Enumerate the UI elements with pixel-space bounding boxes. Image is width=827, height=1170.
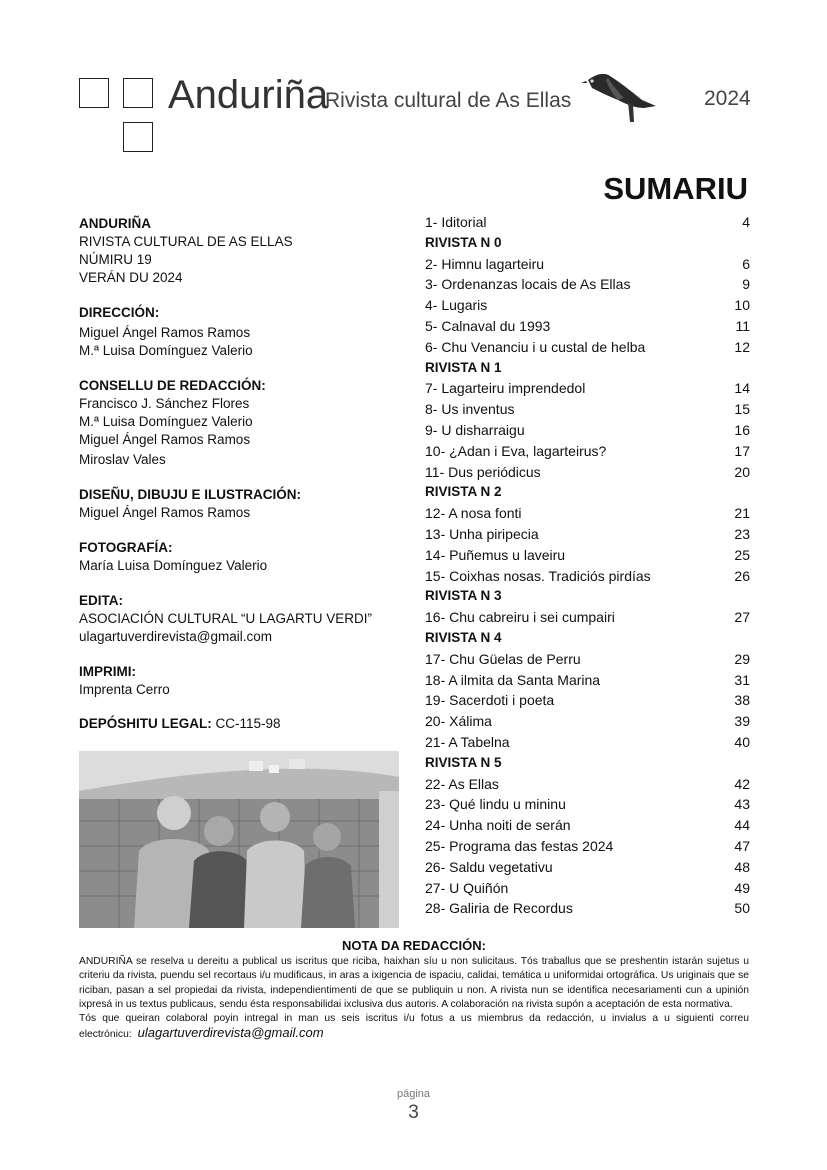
toc-entry-title: 13- Unha piripecia: [425, 525, 539, 542]
toc-entry[interactable]: [425, 815, 750, 836]
toc-entry[interactable]: [425, 274, 750, 295]
editorial-note: [79, 955, 749, 1043]
toc-entry-page: 48: [734, 858, 750, 875]
publisher-block: [79, 591, 399, 646]
toc-entry[interactable]: [425, 774, 750, 795]
toc-entry[interactable]: [425, 711, 750, 732]
note-paragraph: [79, 1012, 749, 1043]
toc-entry-title: 20- Xálima: [425, 713, 492, 730]
toc-entry[interactable]: [425, 295, 750, 316]
toc-entry[interactable]: [425, 337, 750, 358]
toc-entry-page: 42: [734, 775, 750, 792]
toc-entry-title: 1- Iditorial: [425, 214, 487, 230]
toc-entry-page: 12: [734, 338, 750, 355]
publisher-name: ASOCIACIÓN CULTURAL “U LAGARTU VERDI”: [79, 611, 373, 626]
toc-entry-title: 19- Sacerdoti i poeta: [425, 692, 555, 709]
toc-entry-title: 21- A Tabelna: [425, 733, 510, 750]
issue-season: VERÁN DU 2024: [79, 270, 183, 285]
director-name: Miguel Ángel Ramos Ramos: [79, 325, 251, 340]
board-member: Francisco J. Sánchez Flores: [79, 396, 250, 411]
board-member: M.ª Luisa Domínguez Valerio: [79, 414, 253, 429]
toc-entry[interactable]: [425, 690, 750, 711]
legal-deposit-block: [79, 715, 399, 733]
toc-entry-title: RIVISTA N 5: [425, 754, 502, 770]
toc-entry-page: 44: [734, 817, 750, 834]
board-member: Miguel Ángel Ramos Ramos: [79, 432, 251, 447]
note-heading: NOTA DA REDACCIÓN:: [342, 938, 486, 953]
magazine-subtitle-line: RIVISTA CULTURAL DE AS ELLAS: [79, 234, 293, 249]
toc-entry-title: 8- Us inventus: [425, 401, 515, 418]
toc-entry-title: 25- Programa das festas 2024: [425, 837, 614, 854]
toc-entry-title: 17- Chu Güelas de Perru: [425, 650, 581, 667]
toc-entry-page: 11: [735, 317, 750, 334]
toc-section-heading: [425, 586, 750, 607]
toc-entry-title: 23- Qué lindu u mininu: [425, 796, 566, 813]
toc-entry[interactable]: [425, 732, 750, 753]
page-number: 3: [408, 1102, 419, 1123]
magazine-info: [79, 214, 399, 287]
toc-entry-page: 6: [742, 255, 750, 272]
magazine-title: Anduriña: [168, 73, 329, 117]
toc-section-heading: [425, 358, 750, 379]
issue-year: 2024: [704, 87, 751, 110]
toc-entry-title: 15- Coixhas nosas. Tradiciós pirdías: [425, 567, 651, 584]
legal-deposit-heading: DEPÓSHITU LEGAL:: [79, 716, 212, 731]
toc-entry[interactable]: [425, 878, 750, 899]
toc-entry-page: 26: [734, 567, 750, 584]
toc-entry-title: 27- U Quiñón: [425, 879, 509, 896]
decorative-square: [123, 122, 153, 152]
toc-entry-page: 14: [734, 380, 750, 397]
designer-name: Miguel Ángel Ramos Ramos: [79, 505, 251, 520]
toc-entry[interactable]: [425, 836, 750, 857]
group-photo: [79, 751, 399, 928]
toc-entry-title: 14- Puñemus u laveiru: [425, 546, 566, 563]
printer-name: Imprenta Cerro: [79, 682, 170, 697]
toc-entry-page: 50: [734, 900, 750, 917]
toc-entry-title: 7- Lagarteiru imprendedol: [425, 380, 586, 397]
toc-entry[interactable]: [425, 441, 750, 462]
direction-block: [79, 303, 399, 360]
issue-number: NÚMIRU 19: [79, 252, 152, 267]
toc-entry-title: RIVISTA N 0: [425, 234, 502, 250]
board-member: Miroslav Vales: [79, 452, 166, 467]
design-block: [79, 485, 399, 522]
editorial-board-block: [79, 376, 399, 469]
printer-block: [79, 662, 399, 699]
toc-entry-page: 49: [734, 879, 750, 896]
toc-entry[interactable]: [425, 566, 750, 587]
toc-entry-title: 3- Ordenanzas locais de As Ellas: [425, 276, 631, 293]
toc-entry[interactable]: [425, 254, 750, 275]
toc-entry-title: 24- Unha noiti de serán: [425, 817, 571, 834]
toc-entry-title: 2- Himnu lagarteiru: [425, 255, 545, 272]
toc-entry-title: 22- As Ellas: [425, 775, 499, 792]
toc-entry-title: 16- Chu cabreiru i sei cumpairi: [425, 609, 615, 626]
toc-entry-page: 47: [734, 837, 750, 854]
toc-entry-page: 43: [734, 796, 750, 813]
toc-entry[interactable]: [425, 607, 750, 628]
toc-entry-page: 23: [734, 525, 750, 542]
toc-entry-title: 26- Saldu vegetativu: [425, 858, 553, 875]
toc-entry-page: 31: [734, 671, 750, 688]
summary-heading: SUMARIU: [603, 171, 748, 206]
director-name: M.ª Luisa Domínguez Valerio: [79, 343, 253, 358]
toc-section-heading: [425, 482, 750, 503]
toc-entry[interactable]: [425, 545, 750, 566]
toc-entry[interactable]: [425, 670, 750, 691]
swallow-bird-icon: [578, 62, 660, 134]
editorial-board-heading: CONSELLU DE REDACCIÓN:: [79, 378, 266, 393]
page-label: página: [396, 1088, 431, 1100]
toc-entry-page: 4: [742, 214, 750, 230]
toc-entry-page: 27: [734, 609, 750, 626]
note-paragraph: ANDURIÑA se reselva u dereitu a publical us iscritus que riciba, haixhan síu u non sulicitaus. Tós traballus que se preshentin istarán sujetus u criteriu da rivista, puendu sel recortaus i/u mudificaus, in aras a ixigencia de ispaciu, calidai, temática u uniformidai ortográfica. Us uriginais que se riciban, pasan a sel propiedai da rivista, independientimenti de que se publiquin u non. A rivista nun se identifica necesariamenti cun a upinión ixpresá in us textus publicaus, sendu ésta responsabilidai ixclusiva dus autoris. A colaboración na rivista supón a aceptación de esta normativa.: [79, 956, 749, 1010]
toc-entry[interactable]: [425, 524, 750, 545]
toc-entry-title: RIVISTA N 3: [425, 588, 502, 604]
photographer-name: María Luisa Domínguez Valerio: [79, 558, 268, 573]
note-contact-text: Tós que queiran colaboral poyin intregal in man us seis iscritus i/u fotus a us miembrus da redacción, u invialus a u siguienti correu electrónicu:: [79, 1013, 749, 1041]
toc-entry[interactable]: [425, 794, 750, 815]
toc-entry[interactable]: [425, 857, 750, 878]
toc-entry-title: 9- U disharraigu: [425, 421, 525, 438]
toc-entry-page: 29: [734, 650, 750, 667]
toc-entry-page: 39: [734, 713, 750, 730]
toc-entry-title: RIVISTA N 4: [425, 629, 502, 645]
printer-heading: IMPRIMI:: [79, 664, 136, 679]
toc-entry-title: 28- Galiria de Recordus: [425, 900, 573, 917]
photography-heading: FOTOGRAFÍA:: [79, 540, 173, 555]
toc-section-heading: [425, 233, 750, 254]
table-of-contents: [425, 212, 750, 919]
toc-entry-title: 18- A ilmita da Santa Marina: [425, 671, 601, 688]
toc-entry-title: 11- Dus periódicus: [425, 463, 541, 480]
magazine-name: ANDURIÑA: [79, 216, 151, 231]
toc-entry[interactable]: [425, 898, 750, 919]
toc-entry[interactable]: [425, 420, 750, 441]
toc-entry[interactable]: [425, 316, 750, 337]
toc-entry-page: 38: [734, 692, 750, 709]
direction-heading: DIRECCIÓN:: [79, 305, 160, 320]
magazine-subtitle: Rivista cultural de As Ellas: [325, 89, 572, 112]
toc-entry-title: 5- Calnaval du 1993: [425, 317, 551, 334]
toc-entry-page: 20: [734, 463, 750, 480]
toc-entry-page: 40: [734, 733, 750, 750]
credits-column: [79, 214, 399, 749]
toc-entry-page: 21: [734, 505, 750, 522]
decorative-square: [79, 78, 109, 108]
toc-entry[interactable]: [425, 378, 750, 399]
toc-entry-page: 17: [734, 442, 750, 459]
toc-entry-title: 10- ¿Adan i Eva, lagarteirus?: [425, 442, 607, 459]
design-heading: DISEÑU, DIBUJU E ILUSTRACIÓN:: [79, 487, 302, 502]
toc-entry-title: 6- Chu Venanciu i u custal de helba: [425, 338, 646, 355]
legal-deposit-code: CC-115-98: [215, 716, 281, 731]
toc-entry-title: 12- A nosa fonti: [425, 505, 522, 522]
toc-entry[interactable]: [425, 212, 750, 233]
toc-entry-page: 9: [742, 276, 750, 293]
toc-entry[interactable]: [425, 649, 750, 670]
decorative-square: [123, 78, 153, 108]
photography-block: [79, 538, 399, 575]
toc-entry-title: 4- Lugaris: [425, 297, 488, 314]
toc-entry-title: RIVISTA N 1: [425, 359, 502, 375]
toc-section-heading: [425, 753, 750, 774]
toc-entry-page: 16: [734, 421, 750, 438]
toc-section-heading: [425, 628, 750, 649]
toc-entry-title: RIVISTA N 2: [425, 484, 502, 500]
contact-email[interactable]: ulagartuverdirevista@gmail.com: [137, 1025, 324, 1041]
toc-entry-page: 25: [734, 546, 750, 563]
toc-entry[interactable]: [425, 399, 750, 420]
toc-entry-page: 15: [734, 401, 750, 418]
publisher-heading: EDITA:: [79, 593, 123, 608]
toc-entry-page: 10: [734, 297, 750, 314]
publisher-email[interactable]: ulagartuverdirevista@gmail.com: [79, 629, 273, 644]
toc-entry[interactable]: [425, 503, 750, 524]
toc-entry[interactable]: [425, 462, 750, 483]
